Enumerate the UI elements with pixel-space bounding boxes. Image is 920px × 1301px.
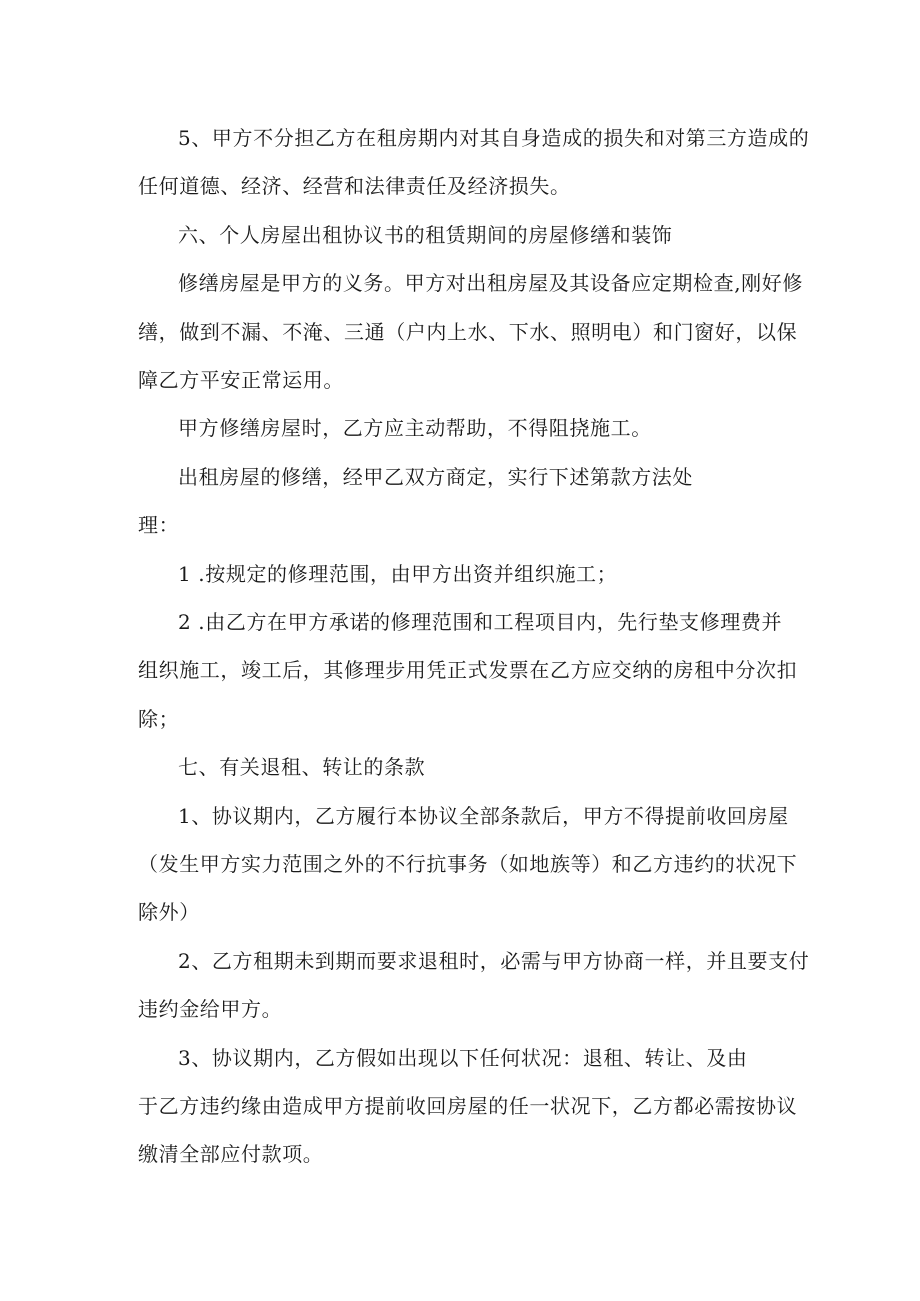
paragraph-line: 缴清全部应付款项。	[138, 1142, 324, 1166]
paragraph-line: 除外）	[138, 900, 200, 924]
list-item: 1 .按规定的修理范围，由甲方出资并组织施工；	[178, 562, 618, 586]
paragraph-line: 理：	[138, 513, 180, 537]
paragraph-line: 除；	[138, 707, 180, 731]
list-item: 2、乙方租期未到期而要求退租时，必需与甲方协商一样，并且要支付	[178, 949, 810, 973]
section-heading: 六、个人房屋出租协议书的租赁期间的房屋修缮和装饰	[178, 223, 673, 247]
paragraph-line: 修缮房屋是甲方的义务。甲方对出租房屋及其设备应定期检查,刚好修	[178, 271, 803, 295]
list-item: 1、协议期内，乙方履行本协议全部条款后，甲方不得提前收回房屋	[178, 804, 789, 828]
paragraph-line: 组织施工，竣工后，其修理步用凭正式发票在乙方应交纳的房租中分次扣	[138, 658, 798, 682]
paragraph-line: 障乙方平安正常运用。	[138, 368, 344, 392]
paragraph-line: 出租房屋的修缮，经甲乙双方商定，实行下述第款方法处	[178, 465, 693, 489]
paragraph-line: （发生甲方实力范围之外的不行抗事务（如地族等）和乙方违约的状况下	[138, 852, 798, 876]
paragraph-line: 任何道德、经济、经营和法律责任及经济损失。	[138, 174, 571, 198]
list-item: 2 .由乙方在甲方承诺的修理范围和工程项目内，先行垫支修理费并	[178, 610, 783, 634]
section-heading: 七、有关退租、转让的条款	[178, 755, 426, 779]
paragraph-line: 缮，做到不漏、不淹、三通（户内上水、下水、照明电）和门窗好，以保	[138, 320, 798, 344]
paragraph-line: 违约金给甲方。	[138, 997, 283, 1021]
paragraph-line: 甲方修缮房屋时，乙方应主动帮助，不得阻挠施工。	[178, 416, 652, 440]
list-item: 3、协议期内，乙方假如出现以下任何状况：退租、转让、及由	[178, 1046, 748, 1070]
paragraph-line: 5、甲方不分担乙方在租房期内对其自身造成的损失和对第三方造成的	[178, 126, 810, 150]
paragraph-line: 于乙方违约缘由造成甲方提前收回房屋的任一状况下，乙方都必需按协议	[138, 1094, 798, 1118]
